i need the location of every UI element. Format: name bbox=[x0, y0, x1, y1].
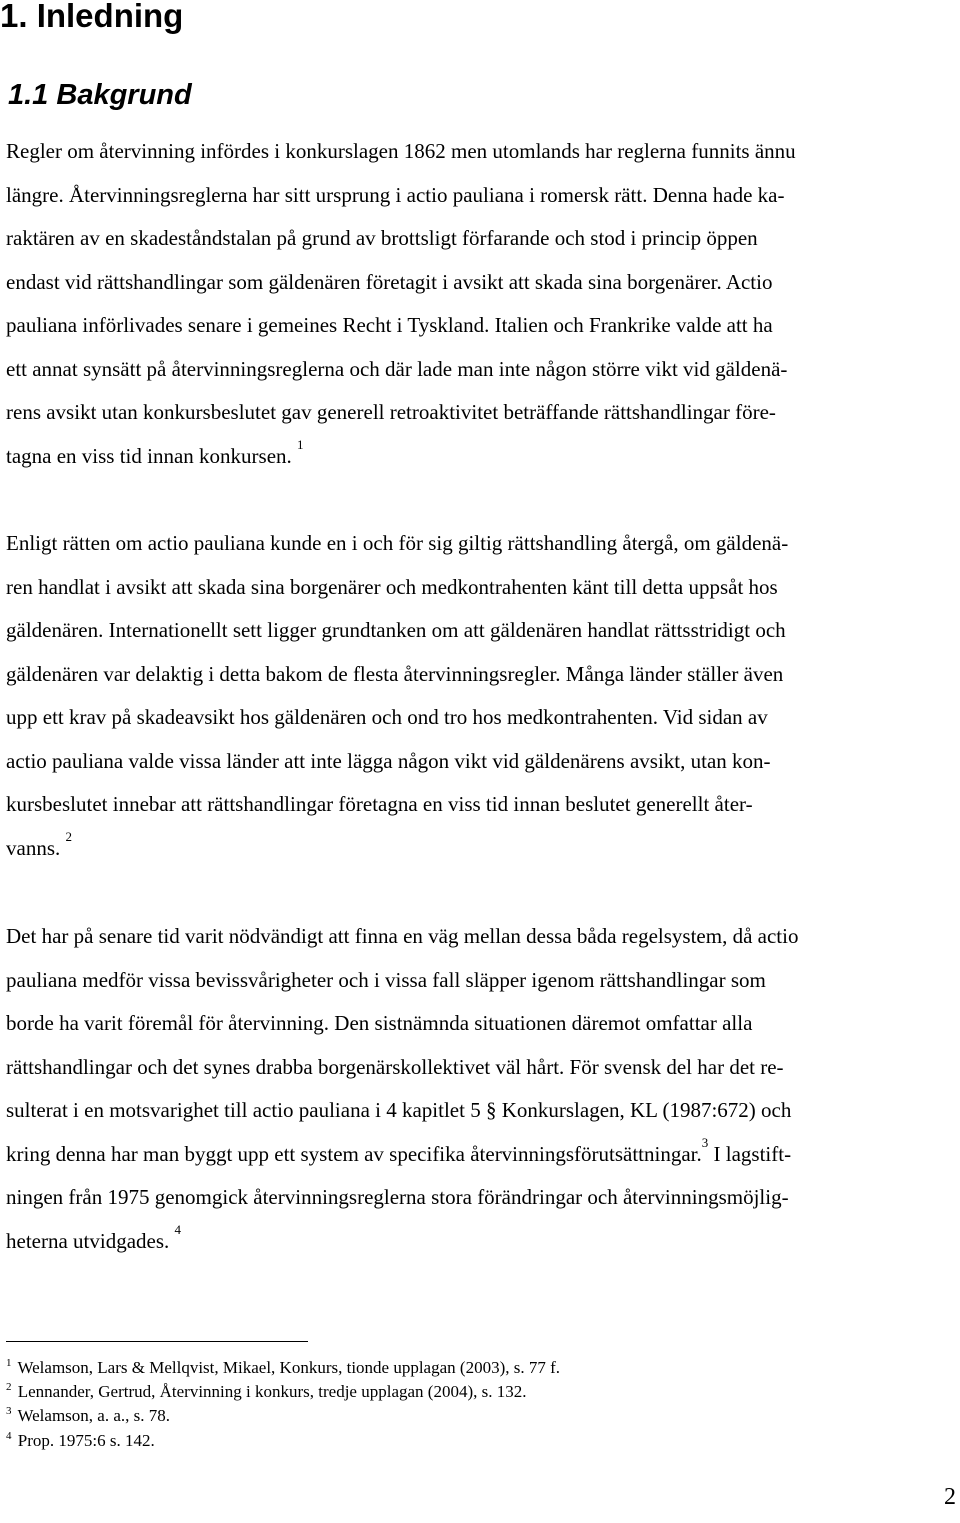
paragraph-3 bbox=[6, 915, 960, 1263]
text-line: borde ha varit föremål för återvinning. Den sistnämnda situationen däremot omfattar alla bbox=[6, 1011, 753, 1035]
text-line: actio pauliana valde vissa länder att inte lägga någon vikt vid gäldenärens avsikt, utan kon- bbox=[6, 748, 771, 773]
footnote bbox=[6, 1404, 560, 1428]
text-segment: vanns. bbox=[6, 835, 66, 860]
text-line bbox=[6, 827, 960, 871]
text-line: pauliana medför vissa bevissvårigheter och i vissa fall släpper igenom rättshandlingar som bbox=[6, 967, 766, 992]
text-line: gäldenären var delaktig i detta bakom de flesta återvinningsregler. Många länder ställer även bbox=[6, 661, 784, 686]
text-segment: kring denna har man byggt upp ett system av specifika återvinningsförutsättningar. bbox=[6, 1141, 702, 1166]
chapter-heading: 1. Inledning bbox=[0, 0, 184, 34]
text-line: Regler om återvinning infördes i konkurslagen 1862 men utomlands har reglerna funnits ännu bbox=[6, 139, 796, 163]
section-heading: 1.1 Bakgrund bbox=[8, 79, 192, 111]
text-line: Enligt rätten om actio pauliana kunde en i och för sig giltig rättshandling återgå, om gäldenä- bbox=[6, 531, 789, 555]
footnote-separator bbox=[6, 1341, 308, 1342]
text-line: pauliana införlivades senare i gemeines Recht i Tyskland. Italien och Frankrike valde att ha bbox=[6, 313, 773, 337]
text-line: raktären av en skadeståndstalan på grund av brottsligt förfarande och stod i princip öppen bbox=[6, 226, 758, 250]
text-line: gäldenären. Internationellt sett ligger grundtanken om att gäldenären handlat rättsstridigt och bbox=[6, 618, 786, 642]
text-line: Det har på senare tid varit nödvändigt att finna en väg mellan dessa båda regelsystem, då actio bbox=[6, 924, 799, 948]
text-segment: heterna utvidgades. bbox=[6, 1228, 175, 1253]
footnote bbox=[6, 1356, 560, 1380]
footnote-text: Welamson, a. a., s. 78. bbox=[17, 1406, 170, 1426]
footnote-ref-1[interactable]: 1 bbox=[297, 436, 304, 452]
footnote-number: 1 bbox=[6, 1357, 12, 1369]
text-line: ett annat synsätt på återvinningsreglerna och där lade man inte någon större vikt vid gäldenä- bbox=[6, 356, 788, 381]
footnote-text: Lennander, Gertrud, Återvinning i konkurs, tredje upplagan (2004), s. 132. bbox=[17, 1382, 527, 1402]
footnote bbox=[6, 1429, 560, 1453]
text-line: ren handlat i avsikt att skada sina borgenärer och medkontrahenten känt till detta uppsåt hos bbox=[6, 574, 778, 599]
footnote-ref-2[interactable]: 2 bbox=[65, 828, 72, 844]
footnote-number: 3 bbox=[6, 1405, 12, 1418]
footnote-number: 2 bbox=[6, 1381, 12, 1394]
text-line: sulterat i en motsvarighet till actio pauliana i 4 kapitlet 5 § Konkurslagen, KL (1987:672) och bbox=[6, 1098, 792, 1122]
footnote-ref-3[interactable]: 3 bbox=[701, 1134, 709, 1150]
text-segment: tagna en viss tid innan konkursen. bbox=[6, 443, 298, 468]
footnotes bbox=[6, 1356, 560, 1453]
text-line: upp ett krav på skadeavsikt hos gäldenären och ond tro hos medkontrahenten. Vid sidan av bbox=[6, 705, 768, 729]
footnote-text: Prop. 1975:6 s. 142. bbox=[17, 1430, 155, 1450]
footnote-ref-4[interactable]: 4 bbox=[174, 1221, 182, 1237]
text-line: kursbeslutet innebar att rättshandlingar företagna en viss tid innan beslutet generellt åter- bbox=[6, 792, 753, 816]
footnote bbox=[6, 1380, 560, 1404]
text-segment: I lagstift- bbox=[708, 1141, 792, 1166]
paragraph-1 bbox=[6, 130, 960, 478]
text-line: längre. Återvinningsreglerna har sitt ursprung i actio pauliana i romersk rätt. Denna hade ka- bbox=[6, 182, 785, 207]
text-line bbox=[6, 435, 960, 479]
text-line bbox=[6, 1133, 960, 1177]
text-line: rens avsikt utan konkursbeslutet gav generell retroaktivitet beträffande rättshandlingar före- bbox=[6, 400, 776, 424]
text-line: endast vid rättshandlingar som gäldenären företagit i avsikt att skada sina borgenärer. Actio bbox=[6, 269, 773, 294]
text-line: ningen från 1975 genomgick återvinningsreglerna stora förändringar och återvinningsmöjlig- bbox=[6, 1185, 789, 1209]
text-line: rättshandlingar och det synes drabba borgenärskollektivet väl hårt. För svensk del har det re- bbox=[6, 1054, 784, 1079]
footnote-text: Welamson, Lars & Mellqvist, Mikael, Konkurs, tionde upplagan (2003), s. 77 f. bbox=[17, 1358, 561, 1377]
text-line bbox=[6, 1220, 960, 1264]
paragraph-2 bbox=[6, 522, 960, 870]
page-number: 2 bbox=[944, 1484, 956, 1510]
footnote-number: 4 bbox=[6, 1429, 12, 1442]
